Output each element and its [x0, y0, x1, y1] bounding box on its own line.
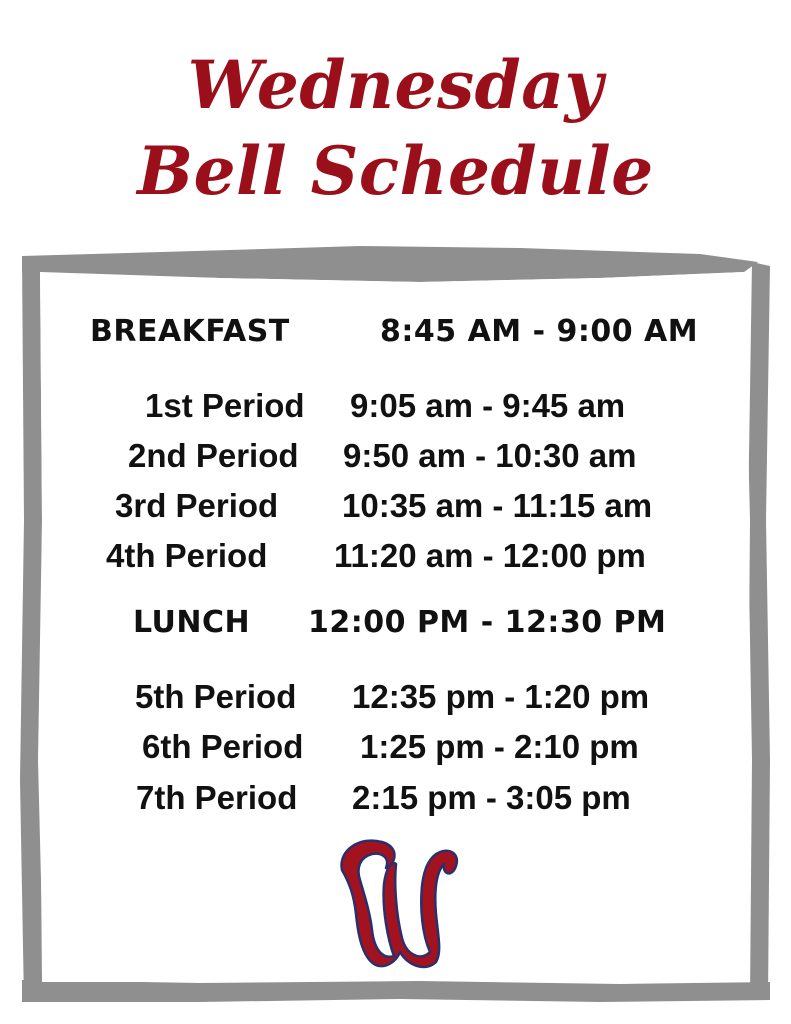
title-line-1: Wednesday: [187, 46, 604, 124]
period-time: 10:35 am - 11:15 am: [342, 487, 653, 524]
lunch-time: 12:00 PM - 12:30 PM: [308, 605, 667, 640]
period-label: 3rd Period: [115, 487, 279, 524]
period-time: 11:20 am - 12:00 pm: [334, 537, 646, 574]
period-time: 9:50 am - 10:30 am: [343, 437, 637, 474]
period-time: 2:15 pm - 3:05 pm: [352, 779, 631, 816]
period-row: [0, 384, 791, 428]
period-label: 6th Period: [142, 728, 304, 765]
period-time: 12:35 pm - 1:20 pm: [352, 678, 650, 715]
period-label: 4th Period: [106, 537, 268, 574]
period-row: [0, 484, 791, 528]
script-w-logo-icon: [330, 830, 470, 970]
lunch-row: [0, 601, 791, 645]
period-row: [0, 434, 791, 478]
period-label: 1st Period: [145, 387, 305, 424]
breakfast-label: BREAKFAST: [90, 314, 290, 349]
period-row: [0, 534, 791, 578]
breakfast-row: [0, 310, 791, 354]
breakfast-time: 8:45 AM - 9:00 AM: [380, 314, 699, 349]
title-line-2: Bell Schedule: [137, 132, 654, 210]
period-time: 9:05 am - 9:45 am: [350, 387, 626, 424]
period-row: [0, 776, 791, 820]
period-time: 1:25 pm - 2:10 pm: [360, 728, 639, 765]
period-label: 7th Period: [136, 779, 298, 816]
period-row: [0, 725, 791, 769]
period-row: [0, 675, 791, 719]
lunch-label: LUNCH: [133, 605, 251, 640]
period-label: 2nd Period: [128, 437, 299, 474]
period-label: 5th Period: [135, 678, 297, 715]
